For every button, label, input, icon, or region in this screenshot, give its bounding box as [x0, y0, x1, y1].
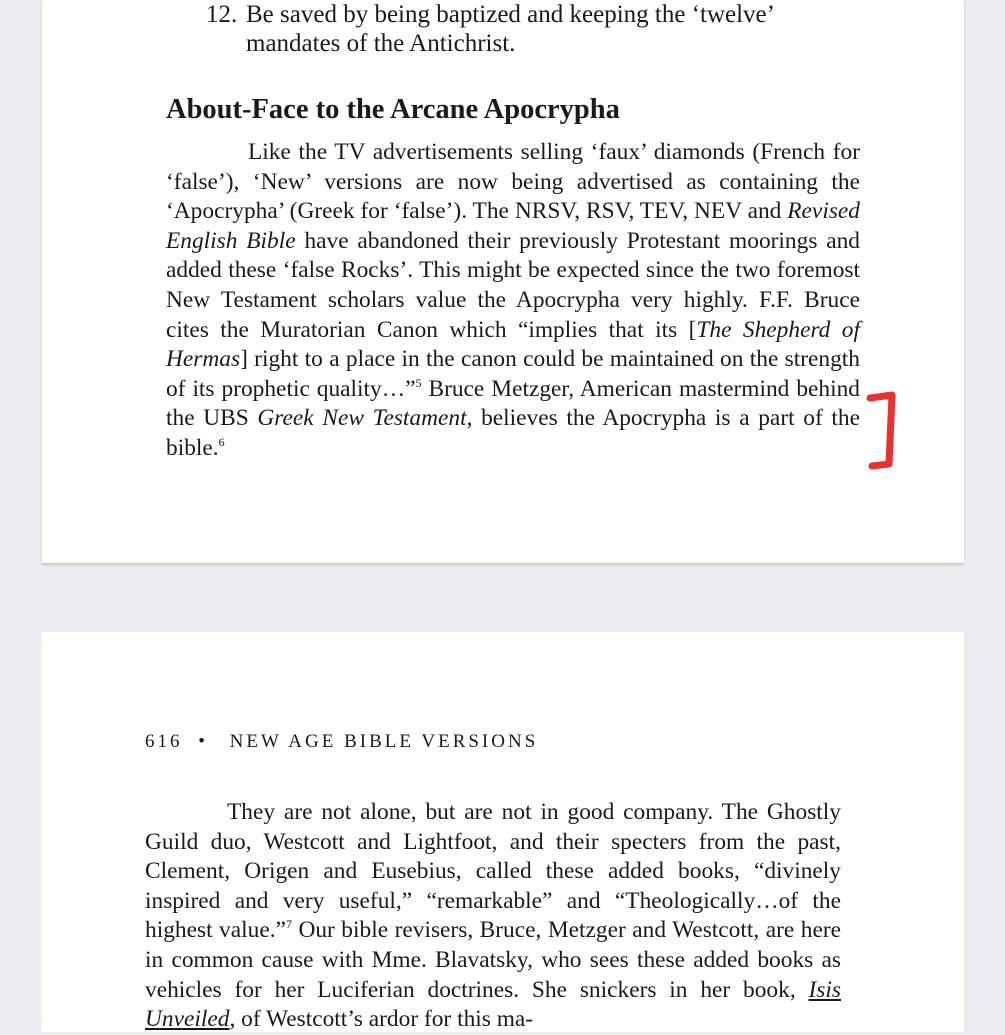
red-bracket-annotation-icon — [862, 390, 906, 472]
numbered-list-item — [164, 0, 804, 58]
running-head — [145, 731, 538, 753]
italic-title: Isis Unveiled — [145, 976, 841, 1033]
section-heading: About-Face to the Arcane Apocrypha — [166, 94, 620, 125]
footnote-marker[interactable]: 6 — [218, 434, 225, 449]
body-paragraph-2 — [145, 798, 841, 1035]
italic-title: Revised English Bible — [166, 198, 860, 254]
page-number: 616 — [145, 731, 183, 752]
italic-title: The Shepherd of Hermas — [166, 316, 860, 373]
paragraph-text: Like the TV advertisements selling ‘faux’ diamonds (French for ‘false’), ‘New’ versions are now being advertised as containing the ‘Apocrypha’ (Greek for ‘false’). The NRSV, RSV, TEV, NEV and — [166, 139, 860, 225]
book-title: NEW AGE BIBLE VERSIONS — [229, 731, 539, 752]
paragraph-text: Our bible revisers, Bruce, Metzger and Westcott, are here in common cause with Mme. Blavatsky, who sees these added books as vehicles for her Luciferian doctrines. She snickers in her book, — [145, 917, 841, 1003]
paragraph-text: ] right to a place in the canon could be maintained on the strength of its prophetic quality…” — [166, 346, 860, 402]
body-paragraph-1 — [166, 138, 860, 464]
paragraph-text: Bruce Metzger, American mastermind behind the UBS — [166, 375, 860, 432]
paragraph-text: , of Westcott’s ardor for this ma- — [229, 1006, 534, 1033]
paragraph-text: , believes the Apocrypha is a part of the bible. — [166, 405, 860, 461]
footnote-marker[interactable]: 5 — [415, 375, 422, 390]
footnote-marker[interactable]: 7 — [285, 917, 292, 932]
list-item-number: 12. — [206, 1, 238, 28]
paragraph-text: have abandoned their previously Protestant moorings and added these ‘false Rocks’. This might be expected since the two foremost New Testament scholars value the Apocrypha very highly. F.F. Bruce cites the Muratorian Canon which “implies that its [ — [166, 227, 860, 343]
paragraph-text: They are not alone, but are not in good company. The Ghostly Guild duo, Westcott and Lightfoot, and their specters from the past, Clement, Origen and Eusebius, called these added books, “divinely inspired and very useful,” “remarkable” and “Theologically…of the highest value.” — [145, 799, 841, 944]
list-item-text: Be saved by being baptized and keeping the ‘twelve’ mandates of the Antichrist. — [246, 1, 774, 57]
italic-title: Greek New Testament — [257, 405, 467, 432]
running-head-separator: • — [198, 731, 208, 752]
